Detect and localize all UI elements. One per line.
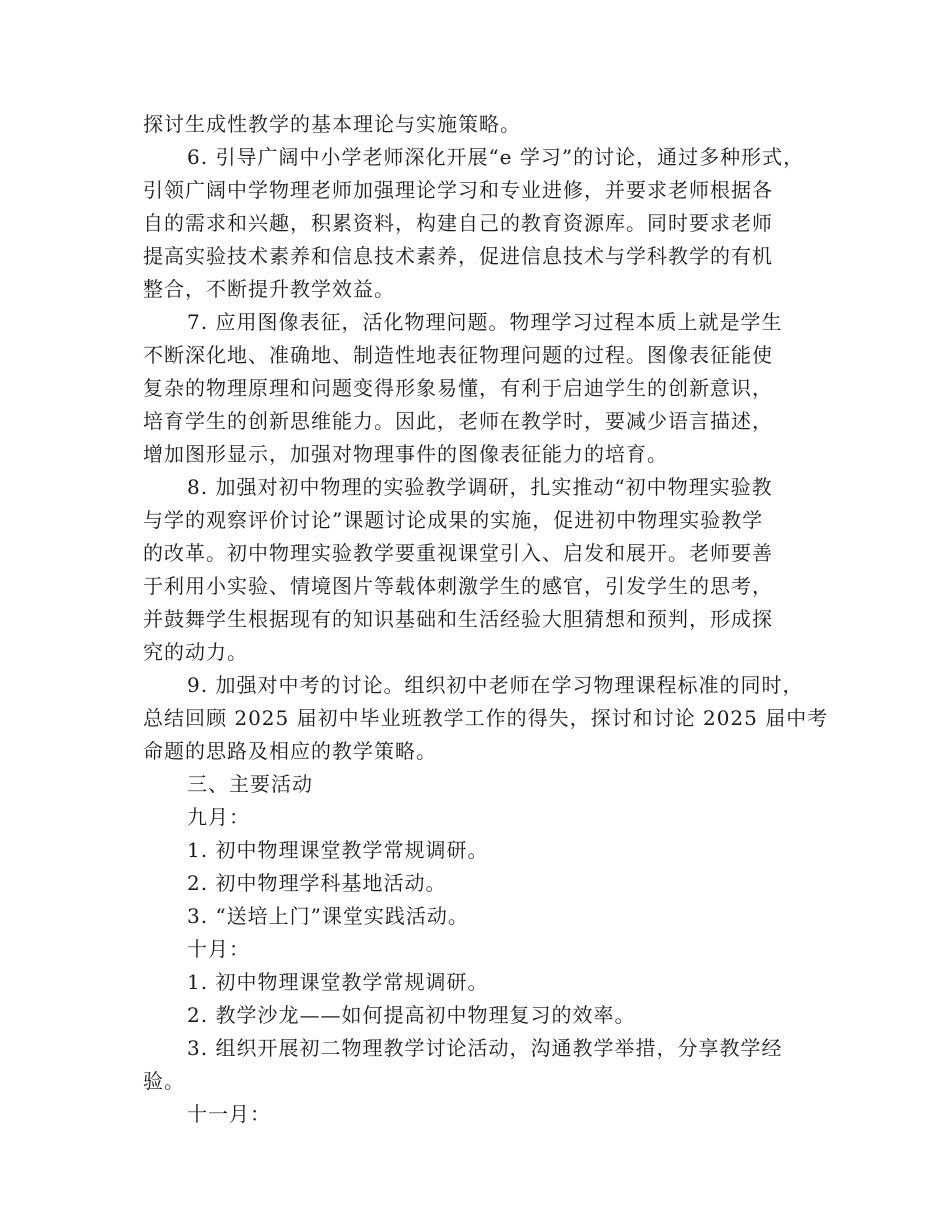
text-line: 验。 xyxy=(143,1069,185,1093)
list-item: 1. 初中物理课堂教学常规调研。 xyxy=(187,970,489,994)
list-item: 3. “送培上门”课堂实践活动。 xyxy=(187,904,469,928)
text-line: 命题的思路及相应的教学策略。 xyxy=(143,739,437,763)
list-item: 2. 教学沙龙——如何提高初中物理复习的效率。 xyxy=(187,1003,636,1027)
text-line: 提高实验技术素养和信息技术素养，促进信息技术与学科教学的有机 xyxy=(143,244,773,268)
text-line: 并鼓舞学生根据现有的知识基础和生活经验大胆猜想和预判，形成探 xyxy=(143,607,773,631)
text-line: 7. 应用图像表征，活化物理问题。物理学习过程本质上就是学生 xyxy=(187,310,783,334)
text-line: 培育学生的创新思维能力。因此，老师在教学时，要减少语言描述， xyxy=(143,409,773,433)
list-item: 1. 初中物理课堂教学常规调研。 xyxy=(187,838,489,862)
text-line: 整合，不断提升教学效益。 xyxy=(143,277,395,301)
list-item: 3. 组织开展初二物理教学讨论活动，沟通教学举措，分享教学经 xyxy=(187,1036,783,1060)
section-heading: 三、主要活动 xyxy=(187,772,313,796)
list-item: 2. 初中物理学科基地活动。 xyxy=(187,871,447,895)
text-line: 8. 加强对初中物理的实验教学调研，扎实推动“初中物理实验教 xyxy=(187,475,773,499)
text-line: 引领广阔中学物理老师加强理论学习和专业进修，并要求老师根据各 xyxy=(143,178,773,202)
month-heading: 九月： xyxy=(187,805,250,829)
text-line: 总结回顾 2025 届初中毕业班教学工作的得失，探讨和讨论 2025 届中考 xyxy=(143,706,829,730)
text-line: 探讨生成性教学的基本理论与实施策略。 xyxy=(143,112,521,136)
text-line: 与学的观察评价讨论”课题讨论成果的实施，促进初中物理实验教学 xyxy=(143,508,764,532)
text-line: 于利用小实验、情境图片等载体刺激学生的感官，引发学生的思考， xyxy=(143,574,773,598)
text-line: 9. 加强对中考的讨论。组织初中老师在学习物理课程标准的同时， xyxy=(187,673,804,697)
text-line: 不断深化地、准确地、制造性地表征物理问题的过程。图像表征能使 xyxy=(143,343,773,367)
month-heading: 十月： xyxy=(187,937,250,961)
text-line: 复杂的物理原理和问题变得形象易懂，有利于启迪学生的创新意识， xyxy=(143,376,773,400)
text-line: 6. 引导广阔中小学老师深化开展“e 学习”的讨论，通过多种形式， xyxy=(187,145,805,169)
text-line: 增加图形显示，加强对物理事件的图像表征能力的培育。 xyxy=(143,442,668,466)
text-line: 自的需求和兴趣，积累资料，构建自己的教育资源库。同时要求老师 xyxy=(143,211,773,235)
text-line: 的改革。初中物理实验教学要重视课堂引入、启发和展开。老师要善 xyxy=(143,541,773,565)
text-line: 究的动力。 xyxy=(143,640,248,664)
month-heading: 十一月： xyxy=(187,1102,271,1126)
